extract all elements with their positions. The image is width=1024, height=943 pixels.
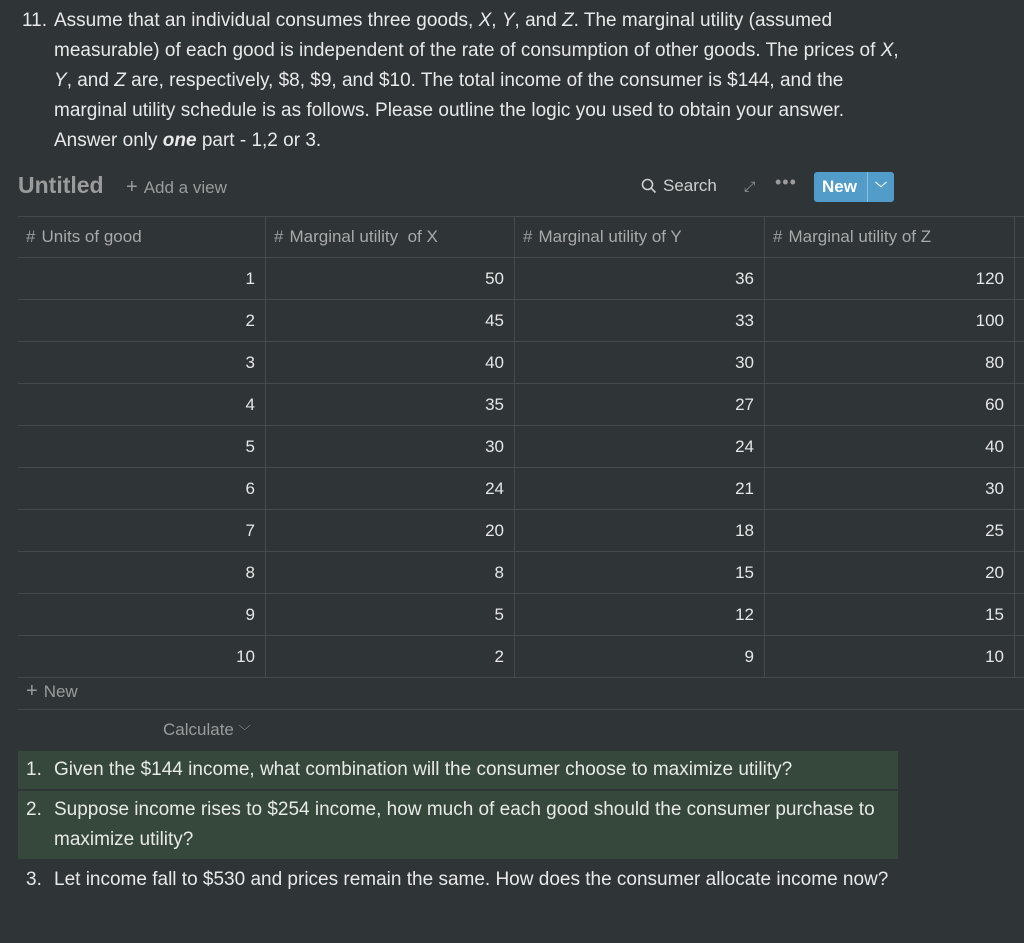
add-view-label: Add a view [143, 178, 227, 197]
question-segment: , [893, 40, 899, 61]
list-text: Suppose income rises to $254 income, how much of each good should the consumer purchase to maximize utility? [54, 799, 875, 850]
divider [18, 709, 1024, 710]
cell-mu-x[interactable]: 5 [266, 594, 515, 635]
new-button[interactable] [814, 172, 894, 202]
table-row[interactable] [18, 636, 1024, 678]
cell-units[interactable]: 8 [18, 552, 266, 593]
question-segment: Assume that an individual consumes three goods, [54, 10, 479, 31]
parts-list [18, 751, 898, 899]
cell-mu-y[interactable]: 12 [515, 594, 765, 635]
question-segment: , and [514, 10, 563, 31]
question-text [22, 6, 906, 156]
cell-mu-y[interactable]: 33 [515, 300, 765, 341]
question-segment: . The marginal utility (assumed measurable) of each good is independent of the rate of consumption of other goods. The prices of [54, 10, 881, 61]
cell-mu-x[interactable]: 50 [266, 258, 515, 299]
add-row-label: New [43, 682, 78, 701]
table-row[interactable] [18, 300, 1024, 342]
question-body [26, 6, 906, 156]
table-row[interactable] [18, 342, 1024, 384]
cell-mu-x[interactable]: 20 [266, 510, 515, 551]
cell-units[interactable]: 10 [18, 636, 266, 677]
cell-mu-x[interactable]: 30 [266, 426, 515, 467]
cell-mu-z[interactable]: 80 [765, 342, 1015, 383]
column-header-label: Marginal utility of Z [788, 227, 932, 246]
question-segment: , and [66, 70, 115, 91]
question-segment: part - 1,2 or 3. [196, 130, 322, 151]
expand-icon[interactable]: ⤢ [744, 178, 756, 194]
question-emphasis: one [162, 130, 197, 151]
cell-mu-z[interactable]: 20 [765, 552, 1015, 593]
table-row[interactable] [18, 468, 1024, 510]
cell-units[interactable]: 1 [18, 258, 266, 299]
question-segment: are, respectively, $8, $9, and $10. The total income of the consumer is $144, and the marginal utility schedule is as follows. Please outline the logic you used to obtain your answer. Answer only [54, 70, 844, 151]
cell-mu-y[interactable]: 18 [515, 510, 765, 551]
list-number: 2. [26, 799, 42, 820]
list-text: Let income fall to $530 and prices remain the same. How does the consumer allocate income now? [54, 869, 889, 890]
database-header [18, 170, 1008, 204]
table-row[interactable] [18, 426, 1024, 468]
list-item [18, 861, 898, 899]
number-property-icon: # [773, 227, 783, 246]
cell-mu-y[interactable]: 9 [515, 636, 765, 677]
number-property-icon: # [26, 227, 36, 246]
column-header-mu-z[interactable] [765, 217, 1015, 257]
table-row[interactable] [18, 384, 1024, 426]
cell-units[interactable]: 6 [18, 468, 266, 509]
search-button[interactable] [641, 176, 717, 196]
question-var: X [478, 10, 492, 31]
cell-mu-z[interactable]: 30 [765, 468, 1015, 509]
more-options-icon[interactable]: ••• [775, 172, 797, 192]
cell-mu-x[interactable]: 40 [266, 342, 515, 383]
question-number: 11. [22, 10, 48, 31]
list-item [18, 751, 898, 789]
cell-mu-z[interactable]: 40 [765, 426, 1015, 467]
list-item [18, 791, 898, 859]
table-header [18, 216, 1024, 258]
cell-mu-x[interactable]: 24 [266, 468, 515, 509]
column-header-mu-x[interactable] [266, 217, 515, 257]
column-header-units[interactable] [18, 217, 266, 257]
cell-units[interactable]: 2 [18, 300, 266, 341]
header-trail [1015, 217, 1024, 257]
cell-mu-z[interactable]: 10 [765, 636, 1015, 677]
column-header-mu-y[interactable] [515, 217, 765, 257]
cell-mu-y[interactable]: 36 [515, 258, 765, 299]
plus-icon: + [126, 176, 138, 198]
question-segment: , [491, 10, 502, 31]
cell-mu-z[interactable]: 60 [765, 384, 1015, 425]
question-var: X [880, 40, 894, 61]
database-table [18, 216, 1024, 678]
chevron-down-icon[interactable]: ﹀ [874, 180, 887, 195]
add-view-button[interactable] [126, 176, 227, 199]
cell-mu-x[interactable]: 8 [266, 552, 515, 593]
cell-mu-z[interactable]: 15 [765, 594, 1015, 635]
cell-units[interactable]: 7 [18, 510, 266, 551]
database-title[interactable]: Untitled [18, 172, 104, 198]
number-property-icon: # [274, 227, 284, 246]
cell-mu-y[interactable]: 27 [515, 384, 765, 425]
table-row[interactable] [18, 258, 1024, 300]
question-var: Z [114, 70, 126, 91]
cell-mu-y[interactable]: 21 [515, 468, 765, 509]
column-header-label: Marginal utility of X [289, 227, 438, 246]
table-row[interactable] [18, 510, 1024, 552]
number-property-icon: # [523, 227, 533, 246]
cell-mu-x[interactable]: 35 [266, 384, 515, 425]
cell-mu-x[interactable]: 45 [266, 300, 515, 341]
cell-units[interactable]: 3 [18, 342, 266, 383]
question-var: Y [54, 70, 67, 91]
list-text: Given the $144 income, what combination will the consumer choose to maximize utility? [54, 759, 793, 780]
table-body [18, 258, 1024, 678]
plus-icon: + [26, 680, 38, 702]
cell-units[interactable]: 4 [18, 384, 266, 425]
cell-units[interactable]: 9 [18, 594, 266, 635]
cell-mu-x[interactable]: 2 [266, 636, 515, 677]
question-var: Y [501, 10, 515, 31]
calculate-dropdown[interactable] [163, 720, 251, 740]
cell-mu-z[interactable]: 100 [765, 300, 1015, 341]
column-header-label: Marginal utility of Y [538, 227, 682, 246]
chevron-down-icon: ﹀ [238, 724, 251, 738]
search-icon [641, 178, 657, 194]
cell-mu-y[interactable]: 15 [515, 552, 765, 593]
list-number: 3. [26, 869, 42, 890]
cell-mu-z[interactable]: 120 [765, 258, 1015, 299]
table-row[interactable] [18, 594, 1024, 636]
question-var: Z [562, 10, 574, 31]
column-header-label: Units of good [41, 227, 142, 246]
cell-mu-y[interactable]: 24 [515, 426, 765, 467]
cell-mu-y[interactable]: 30 [515, 342, 765, 383]
table-row[interactable] [18, 552, 1024, 594]
cell-mu-z[interactable]: 25 [765, 510, 1015, 551]
search-label: Search [663, 176, 717, 195]
list-number: 1. [26, 759, 42, 780]
new-button-label: New [814, 172, 868, 202]
add-row-button[interactable] [26, 680, 78, 703]
cell-units[interactable]: 5 [18, 426, 266, 467]
calculate-label: Calculate [163, 720, 234, 739]
